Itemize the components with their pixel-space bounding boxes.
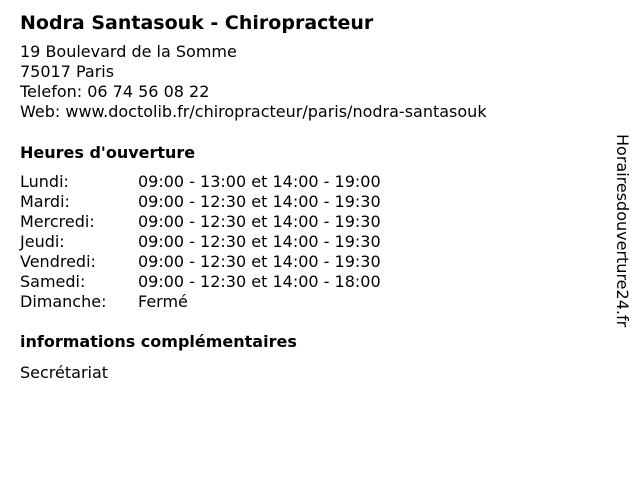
business-card — [20, 10, 600, 383]
contact-block — [20, 42, 600, 122]
time-range: Fermé — [138, 292, 188, 311]
time-range: 09:00 - 12:30 et 14:00 - 19:30 — [138, 252, 381, 271]
hours-row-tuesday — [20, 192, 600, 212]
day-label: Jeudi: — [20, 232, 65, 251]
day-label: Dimanche: — [20, 292, 107, 311]
hours-row-thursday — [20, 232, 600, 252]
business-title: Nodra Santasouk - Chiropracteur — [20, 12, 374, 34]
day-label: Lundi: — [20, 172, 69, 191]
address-street: 19 Boulevard de la Somme — [20, 42, 237, 61]
hours-table — [20, 172, 600, 312]
day-label: Mardi: — [20, 192, 70, 211]
hours-row-saturday — [20, 272, 600, 292]
hours-heading: Heures d'ouverture — [20, 143, 196, 162]
day-label: Samedi: — [20, 272, 86, 291]
website-link[interactable]: Web: www.doctolib.fr/chiropracteur/paris/nodra-santasouk — [20, 102, 487, 121]
time-range: 09:00 - 12:30 et 14:00 - 19:30 — [138, 232, 381, 251]
time-range: 09:00 - 12:30 et 14:00 - 18:00 — [138, 272, 381, 291]
info-heading: informations complémentaires — [20, 332, 297, 351]
hours-row-monday — [20, 172, 600, 192]
info-text: Secrétariat — [20, 363, 109, 382]
hours-row-wednesday — [20, 212, 600, 232]
time-range: 09:00 - 12:30 et 14:00 - 19:30 — [138, 212, 381, 231]
hours-row-sunday — [20, 292, 600, 312]
day-label: Vendredi: — [20, 252, 96, 271]
day-label: Mercredi: — [20, 212, 95, 231]
address-city: 75017 Paris — [20, 62, 115, 81]
time-range: 09:00 - 13:00 et 14:00 - 19:00 — [138, 172, 381, 191]
phone-number: Telefon: 06 74 56 08 22 — [20, 82, 210, 101]
hours-row-friday — [20, 252, 600, 272]
site-watermark: Horairesdouverture24.fr — [613, 134, 632, 328]
time-range: 09:00 - 12:30 et 14:00 - 19:30 — [138, 192, 381, 211]
